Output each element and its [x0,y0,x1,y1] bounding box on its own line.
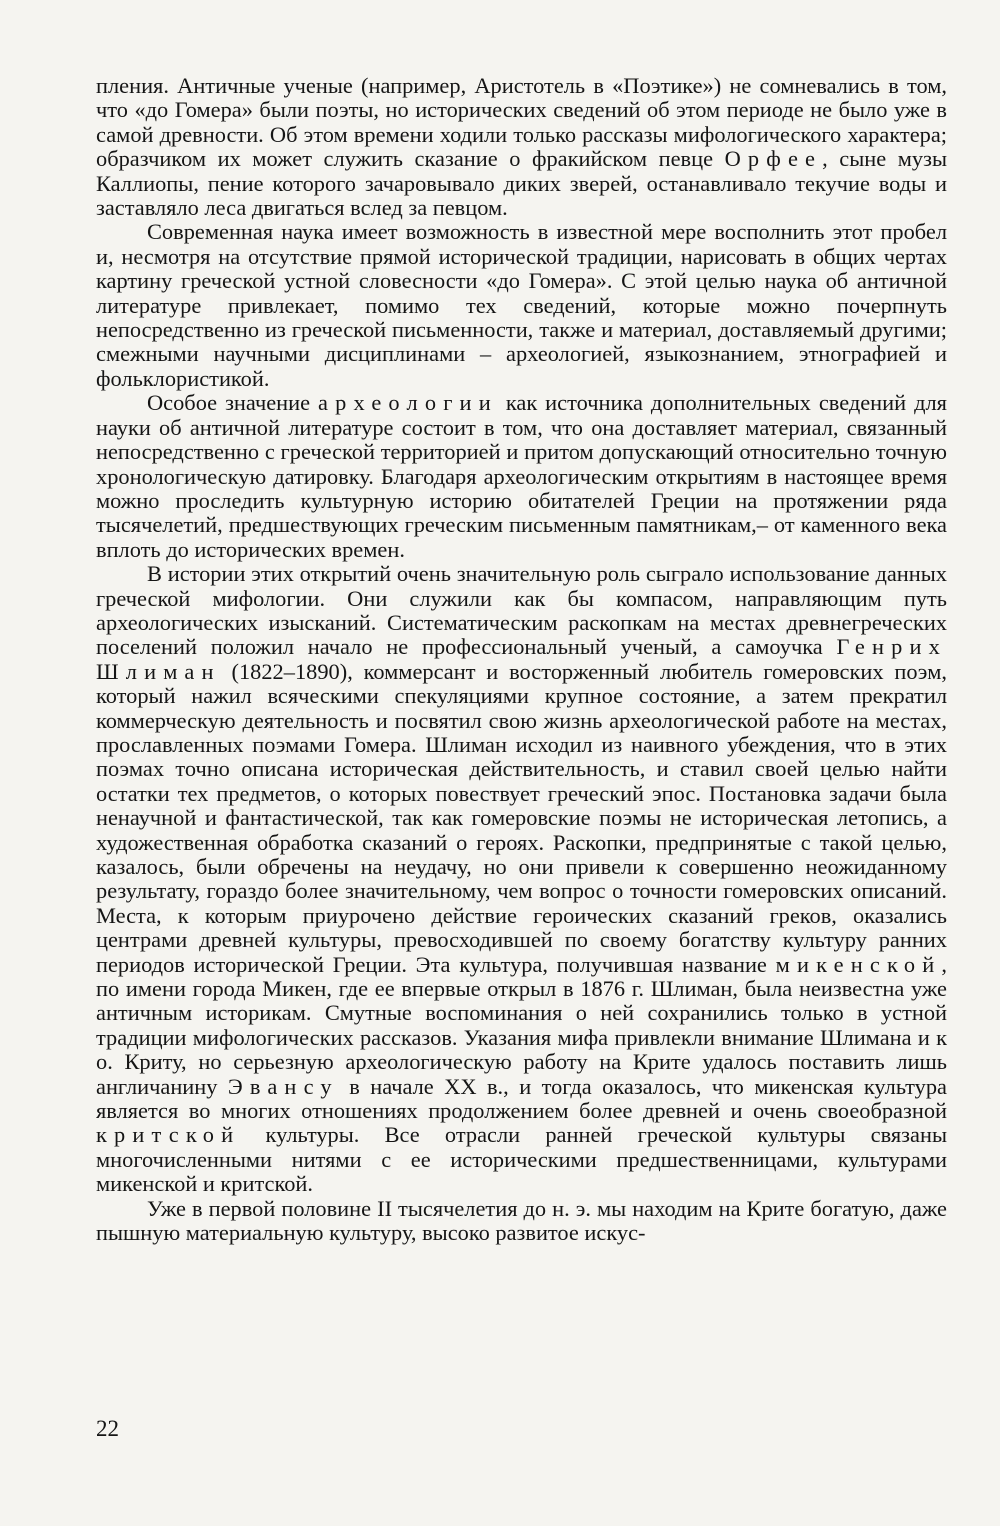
text-run: как источника дополнительных сведений для науки об античной литературе состоит в том, что она доставляет материал, связанный непосредственно с греческой территорией и притом допускающий относительно точную хронологическую датировку. Благодаря археологическим открытиям в настоящее время можно проследить культурную историю обитателей Греции на протяжении ряда тысячелетий, предшествующих греческим письменным памятникам,– от каменного века вплоть до исторических времен. [96,390,947,562]
emphasized-term: Орфее [724,146,823,172]
text-run: (1822–1890), коммерсант и восторженный любитель гомеровских поэм, который нажил всяческими спекуляциями крупное состояние, а затем прекратил коммерческую деятельность и посвятил свою жизнь археологической работе на местах, прославленных поэмами Гомера. Шлиман исходил из наивного убеждения, что в этих поэмах точно описана историческая действительность, и ставил своей целью найти остатки тех предметов, о которых повествует греческий эпос. Постановка задачи была ненаучной и фантастической, так как гомеровские поэмы не историческая летопись, а художественная обработка сказаний о героях. Раскопки, предпринятые с такой целью, казалось, были обречены на неудачу, но они привели к совершенно неожиданному результату, гораздо более значительному, чем вопрос о точности гомеровских описаний. Места, к которым приурочено действие героических сказаний греков, оказались центрами древней культуры, превосходившей по своему богатству культуру ранних периодов исторической Греции. Эта культура, получившая название [96,658,947,977]
paragraph [96,220,947,391]
text-run: культуры. Все отрасли ранней греческой культуры связаны многочисленными нитями с ее историческими предшественницами, культурами микенской и критской. [96,1122,947,1197]
text-run: , по имени города Микен, где ее впервые открыл в 1876 г. Шлиман, была неизвестна уже античным историкам. Смутные воспоминания о ней сохранились только в устной традиции мифологических рассказов. Указания мифа привлекли внимание Шлимана и к о. Криту, но серьезную археологическую работу на Крите удалось поставить лишь англичанину [96,951,947,1099]
emphasized-term: микенской [775,951,942,977]
paragraph [96,391,947,562]
body-text [96,74,947,1246]
emphasized-term: Эвансу [227,1073,339,1099]
text-run: пления. Античные ученые (например, Аристотель в «Поэтике») не сомневались в том, что «до Гомера» были поэты, но исторических сведений об этом периоде не было уже в самой древности. Об этом времени ходили только рассказы мифологического характера; образчиком их может служить сказание о фракийском певце [96,73,947,172]
paragraph [96,562,947,1197]
paragraph [96,74,947,220]
page-number: 22 [96,1416,119,1441]
text-run: Современная наука имеет возможность в известной мере восполнить этот пробел и, несмотря на отсутствие прямой исторической традиции, нарисовать в общих чертах картину греческой устной словесности «до Гомера». С этой целью наука об античной литературе привлекает, помимо тех сведений, которые можно почерпнуть непосредственно из греческой письменности, также и материал, доставляемый другими; смежными научными дисциплинами – археологией, языкознанием, этнографией и фольклористикой. [96,219,947,391]
emphasized-term: Генрих Шлиман [96,634,947,684]
text-run: Уже в первой половине II тысячелетия до н. э. мы находим на Крите богатую, даже пышную материальную культуру, высоко развитое искус- [96,1195,947,1246]
paragraph [96,1197,947,1246]
text-run: В истории этих открытий очень значительную роль сыграло использование данных греческой мифологии. Они служили как бы компасом, направляющим путь археологических изысканий. Систематическим раскопкам на местах древнегреческих поселений положил начало не профессиональный ученый, а самоучка [96,561,947,660]
emphasized-term: критской [96,1122,241,1148]
text-run: , сыне музы Каллиопы, пение которого зачаровывало диких зверей, останавливало текучие воды и заставляло леса двигаться вслед за певцом. [96,146,947,221]
text-run: в начале XX в., и тогда оказалось, что микенская культура является во многих отношениях продолжением более древней и очень своеобразной [96,1073,947,1124]
emphasized-term: археологии [318,390,498,416]
text-run: Особое значение [147,390,319,416]
